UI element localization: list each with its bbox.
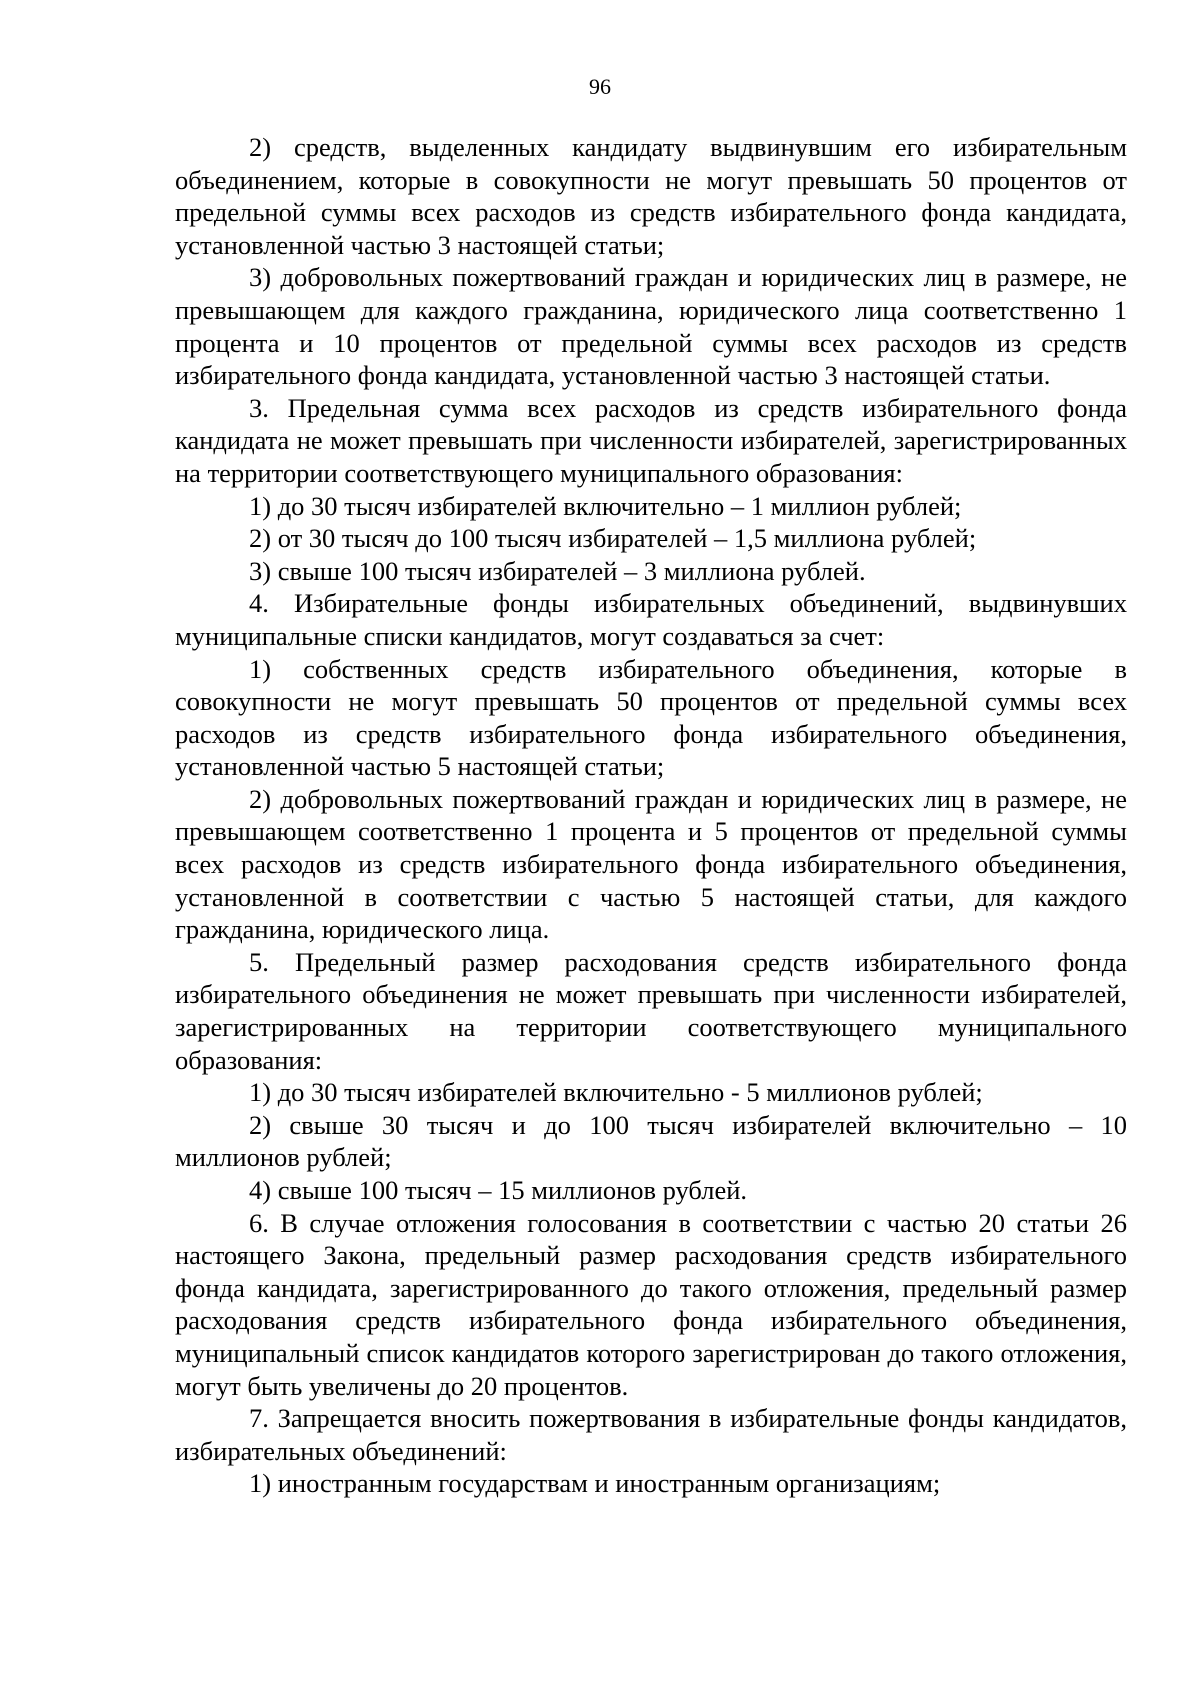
paragraph: 5. Предельный размер расходования средств избирательного фонда избирательного объединения не может превышать при численности избирателей, зарегистрированных на территории соответствующего муниципального образования: [175,946,1127,1075]
list-item: 2) добровольных пожертвований граждан и юридических лиц в размере, не превышающем соответственно 1 процента и 5 процентов от предельной суммы всех расходов из средств избирательного фонда избирательного объединения, установленной в соответствии с частью 5 настоящей статьи, для каждого гражданина, юридического лица. [175,783,1127,945]
list-item: 1) до 30 тысяч избирателей включительно – 1 миллион рублей; [249,490,962,521]
list-item: 1) до 30 тысяч избирателей включительно - 5 миллионов рублей; [249,1077,983,1108]
list-item: 4) свыше 100 тысяч – 15 миллионов рублей. [249,1175,748,1205]
paragraph: 2) средств, выделенных кандидату выдвинувшим его избирательным объединением, которые в совокупности не могут превышать 50 процентов от предельной суммы всех расходов из средств избирательного фонда кандидата, установленной частью 3 настоящей статьи; [175,132,1127,260]
paragraph: 4. Избирательные фонды избирательных объединений, выдвинувших муниципальные списки кандидатов, могут создаваться за счет: [175,588,1127,651]
list-item: 2) от 30 тысяч до 100 тысяч избирателей – 1,5 миллиона рублей; [249,523,977,554]
list-item: 1) иностранным государствам и иностранным организациям; [249,1468,941,1499]
paragraph: 7. Запрещается вносить пожертвования в избирательные фонды кандидатов, избирательных объединений: [175,1403,1127,1466]
list-item: 3) свыше 100 тысяч избирателей – 3 миллиона рублей. [249,555,866,586]
page-number: 96 [589,74,611,99]
paragraph: 6. В случае отложения голосования в соответствии с частью 20 статьи 26 настоящего Закона, предельный размер расходования средств избирательного фонда кандидата, зарегистрированного до такого отложения, предельный размер расходования средств избирательного фонда избирательного объединения, муниципальный список кандидатов которого зарегистрирован до такого отложения, могут быть увеличены до 20 процентов. [175,1207,1127,1401]
list-item: 1) собственных средств избирательного объединения, которые в совокупности не могут превышать 50 процентов от предельной суммы всех расходов из средств избирательного фонда избирательного объединения, установленной частью 5 настоящей статьи; [175,653,1127,782]
paragraph: 3) добровольных пожертвований граждан и юридических лиц в размере, не превышающем для каждого гражданина, юридического лица соответственно 1 процента и 10 процентов от предельной суммы всех расходов из средств избирательного фонда кандидата, установленной частью 3 настоящей статьи. [175,262,1127,391]
paragraph: 3. Предельная сумма всех расходов из средств избирательного фонда кандидата не может превышать при численности избирателей, зарегистрированных на территории соответствующего муниципального образования: [175,392,1127,488]
document-body [175,131,1127,1500]
list-item: 2) свыше 30 тысяч и до 100 тысяч избирателей включительно – 10 миллионов рублей; [175,1109,1127,1173]
